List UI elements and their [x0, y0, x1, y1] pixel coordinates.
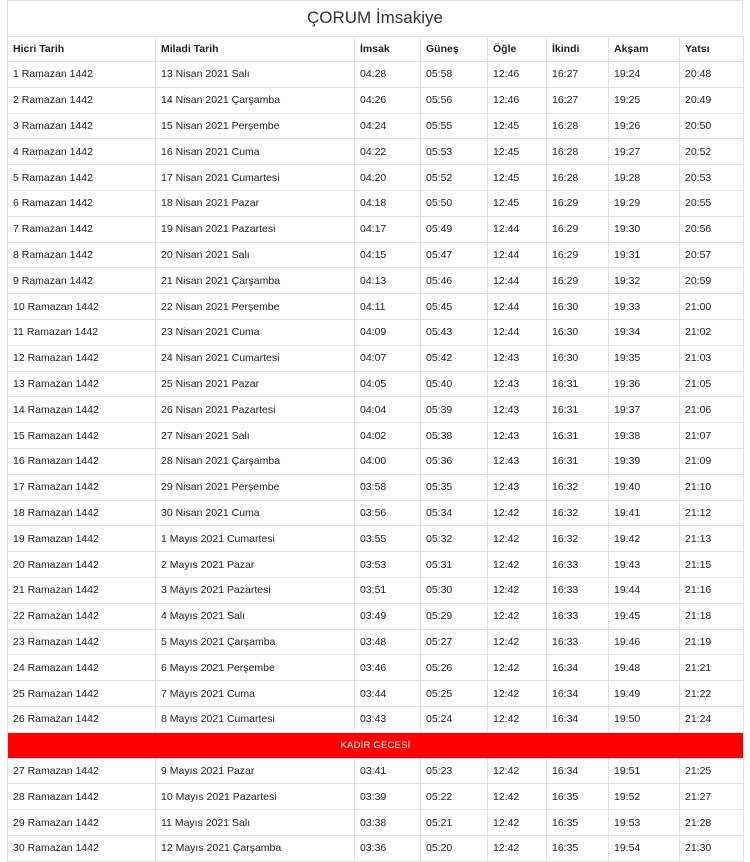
cell-ogle: 12:45: [488, 190, 547, 216]
cell-ogle: 12:42: [488, 552, 547, 578]
cell-ogle: 12:43: [488, 397, 547, 423]
cell-ogle: 12:43: [488, 345, 547, 371]
cell-gunes: 05:23: [421, 758, 488, 784]
cell-imsak: 04:28: [355, 62, 421, 88]
cell-aksam: 19:34: [609, 319, 680, 345]
cell-miladi-tarih: 14 Nisan 2021 Çarşamba: [156, 87, 355, 113]
cell-hicri-tarih: 27 Ramazan 1442: [8, 758, 156, 784]
cell-yatsi: 21:02: [680, 319, 744, 345]
cell-imsak: 03:56: [355, 500, 421, 526]
cell-miladi-tarih: 30 Nisan 2021 Cuma: [156, 500, 355, 526]
cell-aksam: 19:38: [609, 423, 680, 449]
table-row: [8, 706, 744, 732]
cell-gunes: 05:27: [421, 629, 488, 655]
cell-ikindi: 16:29: [547, 242, 609, 268]
cell-ogle: 12:44: [488, 294, 547, 320]
cell-hicri-tarih: 10 Ramazan 1442: [8, 294, 156, 320]
table-row: [8, 113, 744, 139]
table-row: [8, 448, 744, 474]
cell-gunes: 05:34: [421, 500, 488, 526]
cell-aksam: 19:42: [609, 526, 680, 552]
cell-gunes: 05:21: [421, 810, 488, 836]
cell-imsak: 03:44: [355, 681, 421, 707]
table-row: [8, 810, 744, 836]
cell-aksam: 19:25: [609, 87, 680, 113]
cell-gunes: 05:38: [421, 423, 488, 449]
cell-aksam: 19:44: [609, 577, 680, 603]
cell-aksam: 19:35: [609, 345, 680, 371]
cell-hicri-tarih: 30 Ramazan 1442: [8, 835, 156, 861]
cell-yatsi: 20:52: [680, 139, 744, 165]
cell-miladi-tarih: 5 Mayıs 2021 Çarşamba: [156, 629, 355, 655]
table-row: [8, 784, 744, 810]
cell-imsak: 03:48: [355, 629, 421, 655]
cell-ikindi: 16:30: [547, 294, 609, 320]
cell-ikindi: 16:28: [547, 165, 609, 191]
cell-aksam: 19:50: [609, 706, 680, 732]
cell-imsak: 04:00: [355, 448, 421, 474]
cell-hicri-tarih: 17 Ramazan 1442: [8, 474, 156, 500]
cell-hicri-tarih: 16 Ramazan 1442: [8, 448, 156, 474]
cell-ikindi: 16:32: [547, 500, 609, 526]
cell-ogle: 12:42: [488, 758, 547, 784]
cell-hicri-tarih: 4 Ramazan 1442: [8, 139, 156, 165]
cell-aksam: 19:39: [609, 448, 680, 474]
cell-aksam: 19:29: [609, 190, 680, 216]
cell-yatsi: 21:28: [680, 810, 744, 836]
cell-ogle: 12:42: [488, 526, 547, 552]
table-row: [8, 294, 744, 320]
cell-yatsi: 20:57: [680, 242, 744, 268]
cell-ikindi: 16:27: [547, 62, 609, 88]
cell-ikindi: 16:32: [547, 526, 609, 552]
cell-aksam: 19:54: [609, 835, 680, 861]
kadir-gecesi-row: [8, 732, 744, 758]
cell-imsak: 03:53: [355, 552, 421, 578]
cell-imsak: 04:04: [355, 397, 421, 423]
cell-miladi-tarih: 28 Nisan 2021 Çarşamba: [156, 448, 355, 474]
cell-miladi-tarih: 23 Nisan 2021 Cuma: [156, 319, 355, 345]
cell-gunes: 05:56: [421, 87, 488, 113]
cell-aksam: 19:46: [609, 629, 680, 655]
cell-miladi-tarih: 16 Nisan 2021 Cuma: [156, 139, 355, 165]
cell-imsak: 04:05: [355, 371, 421, 397]
cell-ogle: 12:42: [488, 629, 547, 655]
cell-ikindi: 16:29: [547, 268, 609, 294]
cell-ogle: 12:43: [488, 423, 547, 449]
cell-gunes: 05:42: [421, 345, 488, 371]
table-row: [8, 474, 744, 500]
cell-gunes: 05:36: [421, 448, 488, 474]
cell-ogle: 12:42: [488, 681, 547, 707]
cell-miladi-tarih: 3 Mayıs 2021 Pazartesi: [156, 577, 355, 603]
cell-yatsi: 21:12: [680, 500, 744, 526]
table-row: [8, 835, 744, 861]
cell-yatsi: 21:00: [680, 294, 744, 320]
cell-ogle: 12:42: [488, 500, 547, 526]
cell-yatsi: 21:18: [680, 603, 744, 629]
table-row: [8, 371, 744, 397]
cell-ikindi: 16:31: [547, 423, 609, 449]
cell-yatsi: 20:50: [680, 113, 744, 139]
cell-aksam: 19:37: [609, 397, 680, 423]
table-row: [8, 62, 744, 88]
cell-gunes: 05:47: [421, 242, 488, 268]
header-aksam: Akşam: [609, 37, 680, 62]
table-row: [8, 216, 744, 242]
cell-yatsi: 21:25: [680, 758, 744, 784]
cell-ogle: 12:42: [488, 706, 547, 732]
cell-aksam: 19:26: [609, 113, 680, 139]
cell-yatsi: 21:19: [680, 629, 744, 655]
cell-miladi-tarih: 13 Nisan 2021 Salı: [156, 62, 355, 88]
table-row: [8, 242, 744, 268]
table-row: [8, 500, 744, 526]
cell-ogle: 12:42: [488, 603, 547, 629]
cell-gunes: 05:50: [421, 190, 488, 216]
cell-miladi-tarih: 26 Nisan 2021 Pazartesi: [156, 397, 355, 423]
cell-gunes: 05:43: [421, 319, 488, 345]
cell-miladi-tarih: 8 Mayıs 2021 Cumartesi: [156, 706, 355, 732]
cell-yatsi: 21:24: [680, 706, 744, 732]
header-miladi-tarih: Miladi Tarih: [156, 37, 355, 62]
cell-ikindi: 16:34: [547, 681, 609, 707]
cell-yatsi: 21:07: [680, 423, 744, 449]
cell-imsak: 03:55: [355, 526, 421, 552]
cell-hicri-tarih: 22 Ramazan 1442: [8, 603, 156, 629]
cell-ogle: 12:43: [488, 371, 547, 397]
cell-miladi-tarih: 17 Nisan 2021 Cumartesi: [156, 165, 355, 191]
cell-gunes: 05:29: [421, 603, 488, 629]
cell-ogle: 12:44: [488, 268, 547, 294]
cell-ikindi: 16:35: [547, 810, 609, 836]
cell-miladi-tarih: 29 Nisan 2021 Perşembe: [156, 474, 355, 500]
cell-hicri-tarih: 9 Ramazan 1442: [8, 268, 156, 294]
table-row: [8, 629, 744, 655]
cell-ogle: 12:42: [488, 784, 547, 810]
cell-yatsi: 20:48: [680, 62, 744, 88]
cell-yatsi: 21:09: [680, 448, 744, 474]
cell-imsak: 04:22: [355, 139, 421, 165]
cell-aksam: 19:27: [609, 139, 680, 165]
table-row: [8, 577, 744, 603]
cell-ikindi: 16:34: [547, 758, 609, 784]
cell-gunes: 05:58: [421, 62, 488, 88]
cell-aksam: 19:33: [609, 294, 680, 320]
cell-imsak: 03:41: [355, 758, 421, 784]
cell-miladi-tarih: 20 Nisan 2021 Salı: [156, 242, 355, 268]
cell-gunes: 05:53: [421, 139, 488, 165]
cell-aksam: 19:51: [609, 758, 680, 784]
cell-ikindi: 16:30: [547, 319, 609, 345]
cell-gunes: 05:46: [421, 268, 488, 294]
cell-imsak: 04:20: [355, 165, 421, 191]
cell-ikindi: 16:31: [547, 448, 609, 474]
table-row: [8, 319, 744, 345]
table-row: [8, 603, 744, 629]
cell-gunes: 05:55: [421, 113, 488, 139]
cell-imsak: 04:26: [355, 87, 421, 113]
table-row: [8, 758, 744, 784]
cell-ogle: 12:45: [488, 113, 547, 139]
cell-imsak: 03:46: [355, 655, 421, 681]
cell-yatsi: 21:22: [680, 681, 744, 707]
cell-ikindi: 16:35: [547, 835, 609, 861]
cell-aksam: 19:43: [609, 552, 680, 578]
cell-ogle: 12:45: [488, 165, 547, 191]
table-row: [8, 655, 744, 681]
cell-miladi-tarih: 4 Mayıs 2021 Salı: [156, 603, 355, 629]
cell-ikindi: 16:33: [547, 577, 609, 603]
cell-ikindi: 16:32: [547, 474, 609, 500]
cell-ikindi: 16:31: [547, 397, 609, 423]
cell-gunes: 05:31: [421, 552, 488, 578]
cell-ogle: 12:42: [488, 835, 547, 861]
cell-aksam: 19:31: [609, 242, 680, 268]
cell-miladi-tarih: 11 Mayıs 2021 Salı: [156, 810, 355, 836]
cell-gunes: 05:32: [421, 526, 488, 552]
cell-hicri-tarih: 13 Ramazan 1442: [8, 371, 156, 397]
cell-miladi-tarih: 27 Nisan 2021 Salı: [156, 423, 355, 449]
cell-ikindi: 16:29: [547, 190, 609, 216]
cell-miladi-tarih: 15 Nisan 2021 Perşembe: [156, 113, 355, 139]
cell-ogle: 12:42: [488, 577, 547, 603]
cell-yatsi: 21:03: [680, 345, 744, 371]
cell-yatsi: 20:59: [680, 268, 744, 294]
cell-ikindi: 16:27: [547, 87, 609, 113]
cell-gunes: 05:39: [421, 397, 488, 423]
cell-gunes: 05:30: [421, 577, 488, 603]
table-row: [8, 139, 744, 165]
cell-ogle: 12:46: [488, 87, 547, 113]
cell-hicri-tarih: 29 Ramazan 1442: [8, 810, 156, 836]
header-imsak: İmsak: [355, 37, 421, 62]
table-body: [8, 62, 744, 862]
cell-hicri-tarih: 12 Ramazan 1442: [8, 345, 156, 371]
cell-ikindi: 16:34: [547, 655, 609, 681]
cell-miladi-tarih: 9 Mayıs 2021 Pazar: [156, 758, 355, 784]
cell-ikindi: 16:28: [547, 113, 609, 139]
cell-miladi-tarih: 10 Mayıs 2021 Pazartesi: [156, 784, 355, 810]
cell-hicri-tarih: 8 Ramazan 1442: [8, 242, 156, 268]
cell-ogle: 12:46: [488, 62, 547, 88]
cell-miladi-tarih: 2 Mayıs 2021 Pazar: [156, 552, 355, 578]
cell-ogle: 12:43: [488, 448, 547, 474]
cell-aksam: 19:53: [609, 810, 680, 836]
cell-hicri-tarih: 23 Ramazan 1442: [8, 629, 156, 655]
cell-miladi-tarih: 19 Nisan 2021 Pazartesi: [156, 216, 355, 242]
table-row: [8, 681, 744, 707]
cell-aksam: 19:52: [609, 784, 680, 810]
cell-hicri-tarih: 7 Ramazan 1442: [8, 216, 156, 242]
cell-aksam: 19:32: [609, 268, 680, 294]
cell-ogle: 12:42: [488, 810, 547, 836]
cell-yatsi: 21:10: [680, 474, 744, 500]
kadir-gecesi-label: KADİR GECESİ: [8, 732, 744, 758]
table-row: [8, 190, 744, 216]
cell-aksam: 19:48: [609, 655, 680, 681]
cell-gunes: 05:35: [421, 474, 488, 500]
cell-ikindi: 16:29: [547, 216, 609, 242]
cell-ogle: 12:43: [488, 474, 547, 500]
cell-ikindi: 16:35: [547, 784, 609, 810]
cell-imsak: 04:02: [355, 423, 421, 449]
cell-hicri-tarih: 1 Ramazan 1442: [8, 62, 156, 88]
cell-imsak: 04:24: [355, 113, 421, 139]
cell-hicri-tarih: 20 Ramazan 1442: [8, 552, 156, 578]
cell-ogle: 12:44: [488, 216, 547, 242]
cell-gunes: 05:26: [421, 655, 488, 681]
cell-gunes: 05:52: [421, 165, 488, 191]
table-row: [8, 397, 744, 423]
cell-aksam: 19:36: [609, 371, 680, 397]
cell-ogle: 12:44: [488, 319, 547, 345]
cell-imsak: 04:13: [355, 268, 421, 294]
cell-aksam: 19:40: [609, 474, 680, 500]
cell-gunes: 05:45: [421, 294, 488, 320]
cell-yatsi: 21:21: [680, 655, 744, 681]
cell-aksam: 19:41: [609, 500, 680, 526]
cell-imsak: 03:38: [355, 810, 421, 836]
table-header-row: [8, 37, 744, 62]
cell-aksam: 19:45: [609, 603, 680, 629]
cell-miladi-tarih: 6 Mayıs 2021 Perşembe: [156, 655, 355, 681]
cell-hicri-tarih: 2 Ramazan 1442: [8, 87, 156, 113]
cell-miladi-tarih: 7 Mayıs 2021 Cuma: [156, 681, 355, 707]
cell-miladi-tarih: 25 Nisan 2021 Pazar: [156, 371, 355, 397]
cell-ikindi: 16:33: [547, 603, 609, 629]
cell-hicri-tarih: 21 Ramazan 1442: [8, 577, 156, 603]
cell-imsak: 03:39: [355, 784, 421, 810]
cell-miladi-tarih: 21 Nisan 2021 Çarşamba: [156, 268, 355, 294]
cell-ogle: 12:44: [488, 242, 547, 268]
cell-yatsi: 21:27: [680, 784, 744, 810]
cell-gunes: 05:25: [421, 681, 488, 707]
cell-miladi-tarih: 24 Nisan 2021 Cumartesi: [156, 345, 355, 371]
cell-imsak: 04:18: [355, 190, 421, 216]
cell-imsak: 04:09: [355, 319, 421, 345]
page-title: ÇORUM İmsakiye: [7, 0, 743, 36]
cell-ogle: 12:42: [488, 655, 547, 681]
header-hicri-tarih: Hicri Tarih: [8, 37, 156, 62]
cell-ikindi: 16:34: [547, 706, 609, 732]
cell-imsak: 03:43: [355, 706, 421, 732]
table-row: [8, 552, 744, 578]
header-gunes: Güneş: [421, 37, 488, 62]
table-row: [8, 165, 744, 191]
cell-imsak: 04:07: [355, 345, 421, 371]
cell-ikindi: 16:30: [547, 345, 609, 371]
table-row: [8, 268, 744, 294]
cell-ikindi: 16:33: [547, 552, 609, 578]
cell-hicri-tarih: 25 Ramazan 1442: [8, 681, 156, 707]
cell-aksam: 19:30: [609, 216, 680, 242]
cell-imsak: 03:49: [355, 603, 421, 629]
cell-hicri-tarih: 28 Ramazan 1442: [8, 784, 156, 810]
table-row: [8, 345, 744, 371]
cell-yatsi: 21:15: [680, 552, 744, 578]
cell-yatsi: 21:06: [680, 397, 744, 423]
cell-yatsi: 20:56: [680, 216, 744, 242]
cell-imsak: 04:17: [355, 216, 421, 242]
cell-yatsi: 21:05: [680, 371, 744, 397]
cell-miladi-tarih: 1 Mayıs 2021 Cumartesi: [156, 526, 355, 552]
cell-gunes: 05:49: [421, 216, 488, 242]
cell-aksam: 19:24: [609, 62, 680, 88]
cell-yatsi: 20:49: [680, 87, 744, 113]
imsakiye-container: [7, 0, 743, 862]
cell-yatsi: 20:55: [680, 190, 744, 216]
cell-hicri-tarih: 5 Ramazan 1442: [8, 165, 156, 191]
cell-miladi-tarih: 18 Nisan 2021 Pazar: [156, 190, 355, 216]
header-ikindi: İkindi: [547, 37, 609, 62]
cell-hicri-tarih: 11 Ramazan 1442: [8, 319, 156, 345]
cell-hicri-tarih: 6 Ramazan 1442: [8, 190, 156, 216]
cell-yatsi: 21:30: [680, 835, 744, 861]
cell-ikindi: 16:31: [547, 371, 609, 397]
cell-gunes: 05:20: [421, 835, 488, 861]
cell-hicri-tarih: 14 Ramazan 1442: [8, 397, 156, 423]
cell-gunes: 05:22: [421, 784, 488, 810]
cell-yatsi: 21:16: [680, 577, 744, 603]
cell-ikindi: 16:33: [547, 629, 609, 655]
cell-hicri-tarih: 24 Ramazan 1442: [8, 655, 156, 681]
cell-miladi-tarih: 12 Mayıs 2021 Çarşamba: [156, 835, 355, 861]
cell-imsak: 04:15: [355, 242, 421, 268]
header-yatsi: Yatsı: [680, 37, 744, 62]
table-row: [8, 526, 744, 552]
cell-imsak: 03:36: [355, 835, 421, 861]
table-row: [8, 423, 744, 449]
cell-aksam: 19:49: [609, 681, 680, 707]
table-row: [8, 87, 744, 113]
cell-ikindi: 16:28: [547, 139, 609, 165]
cell-hicri-tarih: 15 Ramazan 1442: [8, 423, 156, 449]
cell-yatsi: 20:53: [680, 165, 744, 191]
header-ogle: Öğle: [488, 37, 547, 62]
cell-gunes: 05:40: [421, 371, 488, 397]
cell-hicri-tarih: 3 Ramazan 1442: [8, 113, 156, 139]
cell-hicri-tarih: 26 Ramazan 1442: [8, 706, 156, 732]
imsakiye-table: [7, 36, 744, 862]
cell-yatsi: 21:13: [680, 526, 744, 552]
cell-imsak: 03:51: [355, 577, 421, 603]
cell-miladi-tarih: 22 Nisan 2021 Perşembe: [156, 294, 355, 320]
cell-ogle: 12:45: [488, 139, 547, 165]
cell-hicri-tarih: 18 Ramazan 1442: [8, 500, 156, 526]
cell-imsak: 04:11: [355, 294, 421, 320]
cell-aksam: 19:28: [609, 165, 680, 191]
cell-hicri-tarih: 19 Ramazan 1442: [8, 526, 156, 552]
cell-gunes: 05:24: [421, 706, 488, 732]
cell-imsak: 03:58: [355, 474, 421, 500]
